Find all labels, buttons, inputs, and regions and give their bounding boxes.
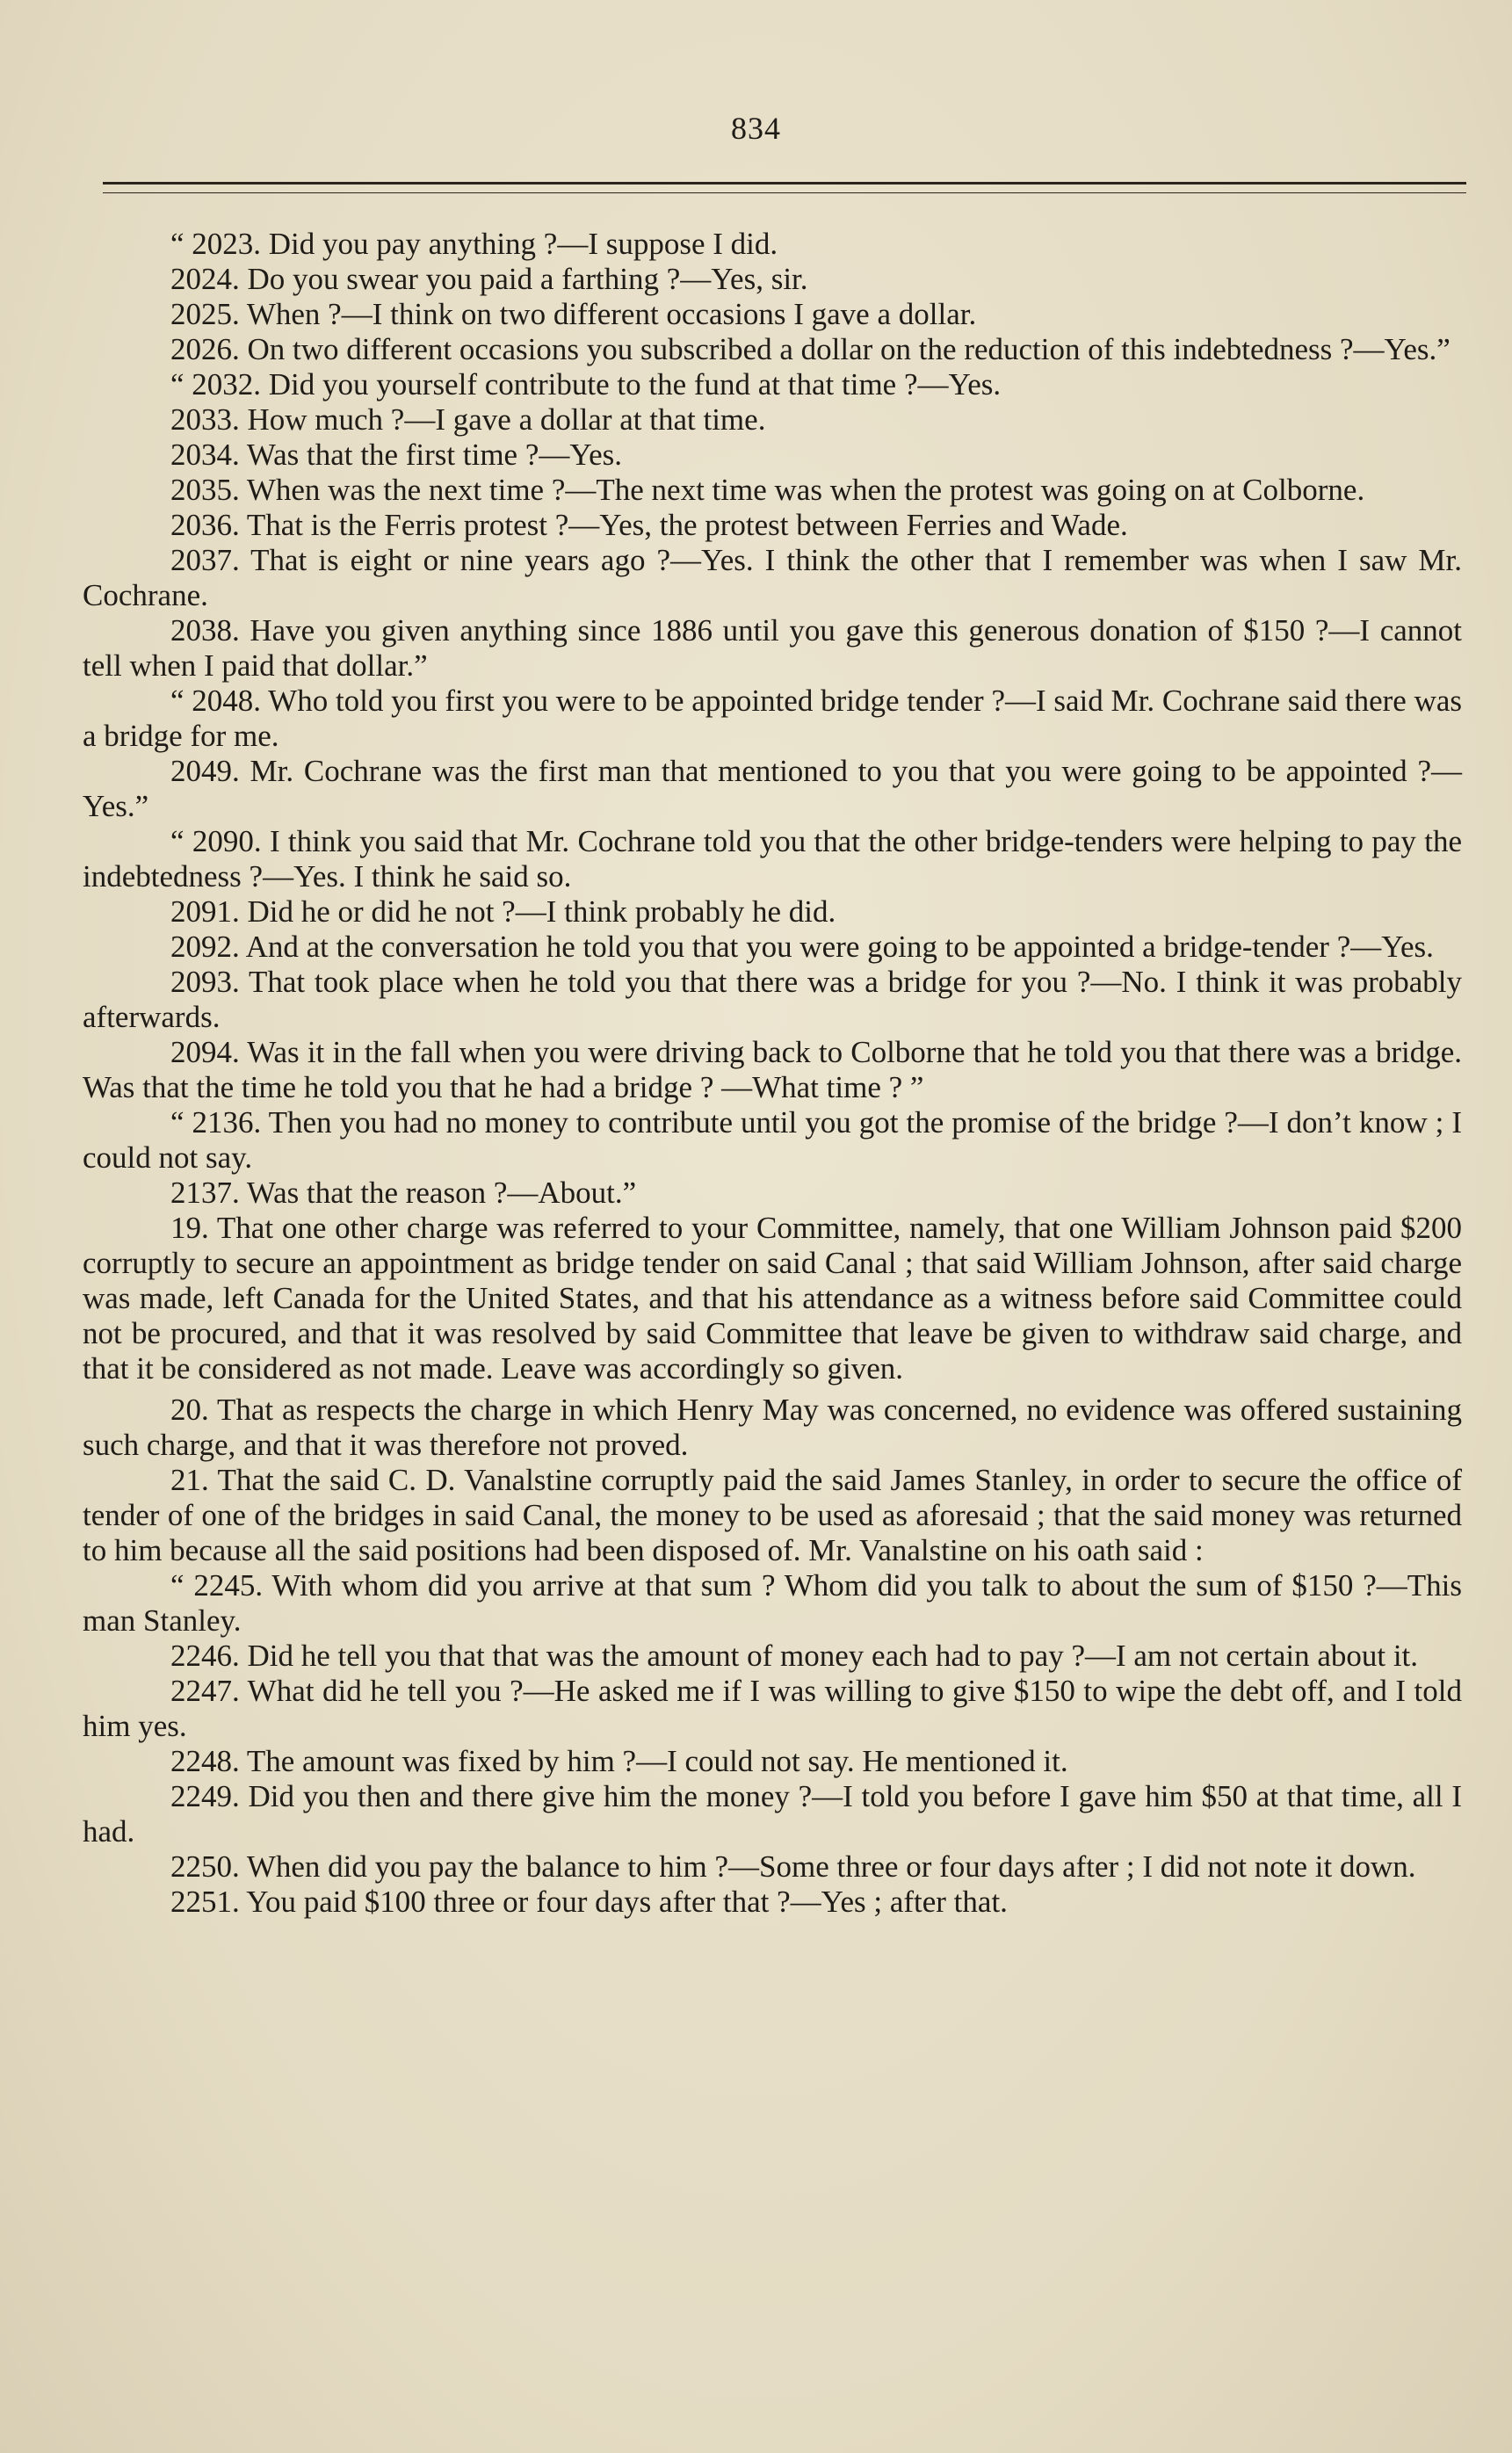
paragraph: 2251. You paid $100 three or four days after that ?—Yes ; after that.	[170, 1885, 1008, 1919]
paragraph: 2093. That took place when he told you that there was a bridge for you ?—No. I think it was probably afterwards.	[83, 965, 1462, 1034]
paragraph: 2247. What did he tell you ?—He asked me if I was willing to give $150 to wipe the debt off, and I told him yes.	[83, 1674, 1462, 1743]
paragraph: 2034. Was that the first time ?—Yes.	[170, 438, 623, 472]
paragraph: 2037. That is eight or nine years ago ?—Yes. I think the other that I remember was when I saw Mr. Cochrane.	[83, 543, 1462, 612]
body-text	[83, 227, 1462, 1920]
paragraph: 2024. Do you swear you paid a farthing ?—Yes, sir.	[170, 262, 808, 296]
paragraph: 2250. When did you pay the balance to him ?—Some three or four days after ; I did not note it down.	[170, 1849, 1416, 1884]
paragraph: 2025. When ?—I think on two different occasions I gave a dollar.	[170, 297, 977, 331]
paragraph: 20. That as respects the charge in which Henry May was concerned, no evidence was offered sustaining such charge, and that it was therefore not proved.	[83, 1393, 1462, 1462]
paragraph: 2033. How much ?—I gave a dollar at that time.	[170, 402, 766, 437]
paragraph: 2036. That is the Ferris protest ?—Yes, the protest between Ferries and Wade.	[170, 508, 1128, 542]
paragraph: 2035. When was the next time ?—The next time was when the protest was going on at Colborne.	[170, 473, 1365, 507]
paragraph: 2049. Mr. Cochrane was the first man that mentioned to you that you were going to be appointed ?—Yes.”	[83, 754, 1462, 823]
paragraph: 2091. Did he or did he not ?—I think probably he did.	[170, 894, 836, 929]
paragraph: 2092. And at the conversation he told you that you were going to be appointed a bridge-tender ?—Yes.	[170, 930, 1434, 964]
paragraph: “ 2048. Who told you first you were to be appointed bridge tender ?—I said Mr. Cochrane said there was a bridge for me.	[83, 684, 1462, 753]
paragraph: 2248. The amount was fixed by him ?—I could not say. He mentioned it.	[170, 1744, 1068, 1778]
paragraph: “ 2090. I think you said that Mr. Cochrane told you that the other bridge-tenders were helping to pay the indebtedness ?—Yes. I think he said so.	[83, 824, 1462, 894]
paragraph: “ 2136. Then you had no money to contribute until you got the promise of the bridge ?—I don’t know ; I could not say.	[83, 1105, 1462, 1175]
paragraph: 21. That the said C. D. Vanalstine corruptly paid the said James Stanley, in order to secure the office of tender of one of the bridges in said Canal, the money to be used as aforesaid ; that the said money was returned to him because all the said positions had been disposed of. Mr. Vanalstine on his oath said :	[83, 1463, 1462, 1567]
paragraph: 2137. Was that the reason ?—About.”	[170, 1176, 637, 1210]
paragraph: 2246. Did he tell you that that was the amount of money each had to pay ?—I am not certain about it.	[170, 1639, 1419, 1673]
header-rule-thin	[103, 192, 1466, 193]
paragraph: “ 2023. Did you pay anything ?—I suppose I did.	[170, 227, 778, 261]
paragraph: “ 2032. Did you yourself contribute to the fund at that time ?—Yes.	[170, 367, 1002, 402]
paragraph: 2038. Have you given anything since 1886 until you gave this generous donation of $150 ?—I cannot tell when I paid that dollar.”	[83, 613, 1462, 683]
header-rule-thick	[103, 182, 1466, 185]
page-number: 834	[731, 111, 781, 146]
paragraph: 2094. Was it in the fall when you were driving back to Colborne that he told you that there was a bridge. Was that the time he told you that he had a bridge ? —What time ? ”	[83, 1035, 1462, 1104]
paragraph: 19. That one other charge was referred to your Committee, namely, that one William Johnson paid $200 corruptly to secure an appointment as bridge tender on said Canal ; that said William Johnson, after said charge was made, left Canada for the United States, and that his attendance as a witness before said Committee could not be procured, and that it was resolved by said Committee that leave be given to withdraw said charge, and that it be considered as not made. Leave was accordingly so given.	[83, 1211, 1462, 1386]
paragraph: 2249. Did you then and there give him the money ?—I told you before I gave him $50 at that time, all I had.	[83, 1779, 1462, 1849]
paragraph: “ 2245. With whom did you arrive at that sum ? Whom did you talk to about the sum of $150 ?—This man Stanley.	[83, 1568, 1462, 1638]
paragraph: 2026. On two different occasions you subscribed a dollar on the reduction of this indebtedness ?—Yes.”	[170, 332, 1451, 366]
